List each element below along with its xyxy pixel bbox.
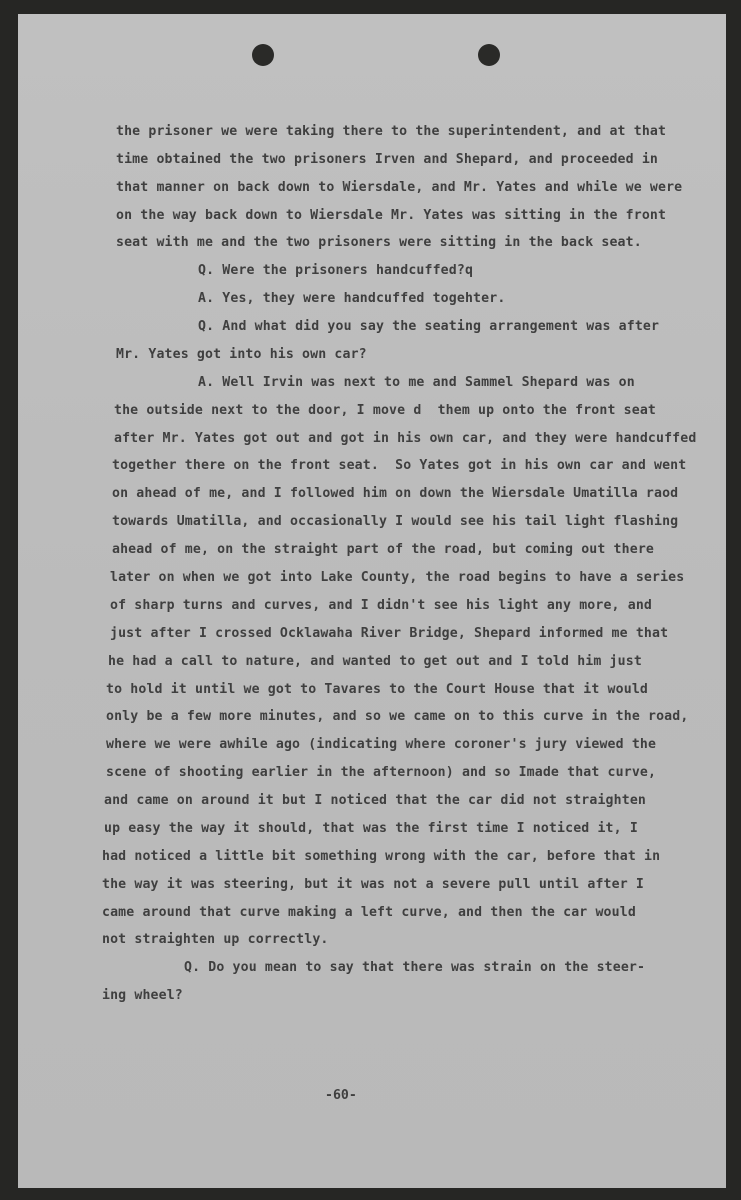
text-line: had noticed a little bit something wrong with the car, before that in bbox=[102, 849, 661, 864]
text-line: up easy the way it should, that was the first time I noticed it, I bbox=[104, 821, 638, 836]
text-line: Mr. Yates got into his own car? bbox=[116, 347, 367, 362]
question-line: Q. Were the prisoners handcuffed?q bbox=[198, 263, 474, 278]
text-line: he had a call to nature, and wanted to get out and I told him just bbox=[108, 654, 642, 669]
text-line: ing wheel? bbox=[102, 988, 183, 1003]
text-line: on ahead of me, and I followed him on down the Wiersdale Umatilla raod bbox=[112, 486, 679, 501]
text-line: the outside next to the door, I move d them up onto the front seat bbox=[114, 403, 656, 418]
text-line: together there on the front seat. So Yates got in his own car and went bbox=[112, 458, 687, 473]
text-line: came around that curve making a left curve, and then the car would bbox=[102, 905, 636, 920]
text-line: seat with me and the two prisoners were sitting in the back seat. bbox=[116, 235, 642, 250]
page-number: -60- bbox=[325, 1088, 357, 1103]
text-line: on the way back down to Wiersdale Mr. Yates was sitting in the front bbox=[116, 208, 667, 223]
text-line: the way it was steering, but it was not a severe pull until after I bbox=[102, 877, 644, 892]
text-line: only be a few more minutes, and so we came on to this curve in the road, bbox=[106, 709, 689, 724]
text-line: not straighten up correctly. bbox=[102, 932, 329, 947]
document-sheet bbox=[18, 14, 726, 1188]
text-line: towards Umatilla, and occasionally I would see his tail light flashing bbox=[112, 514, 679, 529]
text-line: scene of shooting earlier in the afternoon) and so Imade that curve, bbox=[106, 765, 657, 780]
text-line: just after I crossed Ocklawaha River Bridge, Shepard informed me that bbox=[110, 626, 669, 641]
text-line: that manner on back down to Wiersdale, and Mr. Yates and while we were bbox=[116, 180, 683, 195]
text-line: and came on around it but I noticed that the car did not straighten bbox=[104, 793, 646, 808]
text-line: after Mr. Yates got out and got in his own car, and they were handcuffed bbox=[114, 431, 697, 446]
answer-line: A. Well Irvin was next to me and Sammel Shepard was on bbox=[198, 375, 635, 390]
text-line: later on when we got into Lake County, the road begins to have a series bbox=[110, 570, 685, 585]
answer-line: A. Yes, they were handcuffed togehter. bbox=[198, 291, 506, 306]
text-line: ahead of me, on the straight part of the road, but coming out there bbox=[112, 542, 654, 557]
question-line: Q. Do you mean to say that there was strain on the steer- bbox=[184, 960, 646, 975]
text-line: of sharp turns and curves, and I didn't see his light any more, and bbox=[110, 598, 652, 613]
text-line: to hold it until we got to Tavares to the Court House that it would bbox=[106, 682, 648, 697]
question-line: Q. And what did you say the seating arrangement was after bbox=[198, 319, 660, 334]
text-line: the prisoner we were taking there to the superintendent, and at that bbox=[116, 124, 667, 139]
text-line: where we were awhile ago (indicating where coroner's jury viewed the bbox=[106, 737, 657, 752]
punch-hole-left bbox=[252, 44, 274, 66]
text-line: time obtained the two prisoners Irven and Shepard, and proceeded in bbox=[116, 152, 658, 167]
punch-hole-right bbox=[478, 44, 500, 66]
